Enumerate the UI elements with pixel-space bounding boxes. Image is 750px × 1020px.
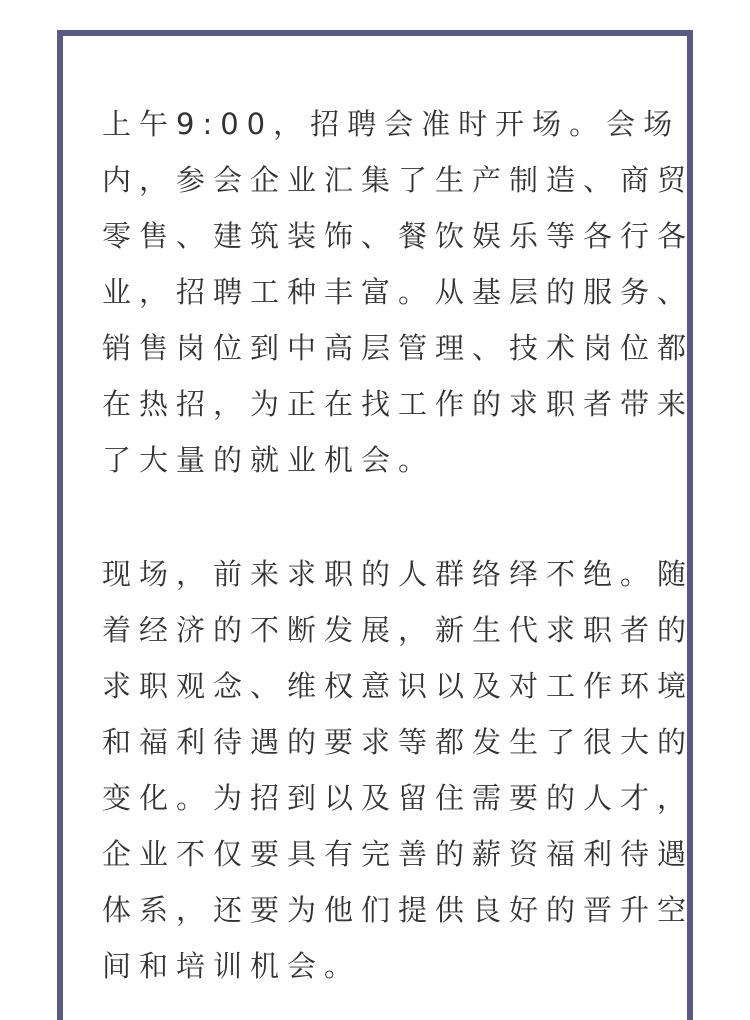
text-line: 间和培训机会。: [102, 949, 362, 983]
text-line: 零售、建筑装饰、餐饮娱乐等各行各: [102, 219, 695, 253]
text-line: 现场，前来求职的人群络绎不绝。随: [102, 557, 695, 591]
article-paragraph: [102, 546, 695, 994]
text-line: 变化。为招到以及留住需要的人才，: [102, 781, 695, 815]
text-line: 了大量的就业机会。: [102, 443, 436, 477]
text-line: 在热招，为正在找工作的求职者带来: [102, 387, 695, 421]
text-line: 销售岗位到中高层管理、技术岗位都: [102, 331, 695, 365]
text-line: 上午9:00，招聘会准时开场。会场: [102, 107, 681, 141]
text-line: 体系，还要为他们提供良好的晋升空: [102, 893, 695, 927]
article-body: [102, 96, 695, 994]
article-paragraph: [102, 96, 695, 488]
text-line: 内，参会企业汇集了生产制造、商贸: [102, 163, 695, 197]
text-line: 业，招聘工种丰富。从基层的服务、: [102, 275, 695, 309]
text-line: 着经济的不断发展，新生代求职者的: [102, 613, 695, 647]
text-line: 求职观念、维权意识以及对工作环境: [102, 669, 695, 703]
text-line: 企业不仅要具有完善的薪资福利待遇: [102, 837, 695, 871]
text-line: 和福利待遇的要求等都发生了很大的: [102, 725, 695, 759]
paragraph-gap: [102, 488, 662, 546]
